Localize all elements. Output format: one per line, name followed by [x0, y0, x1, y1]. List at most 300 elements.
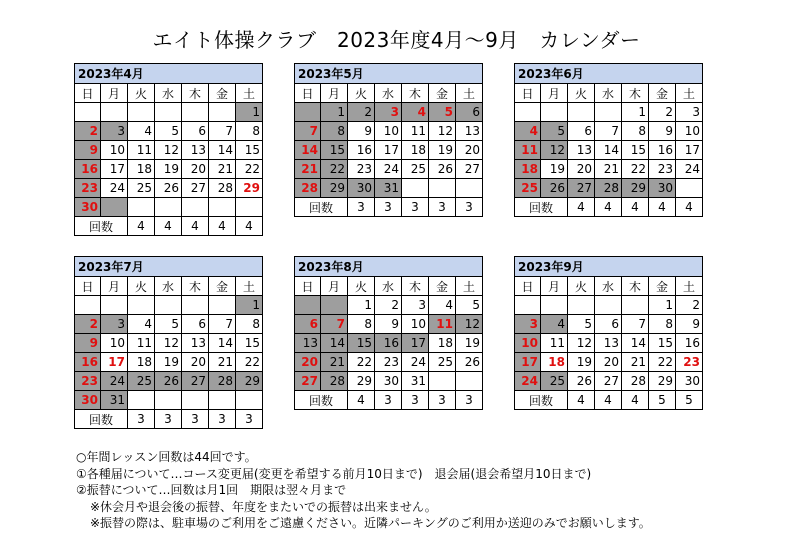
lesson-count-label: 回数	[295, 198, 348, 217]
day-cell: 31	[402, 372, 429, 391]
day-cell: 20	[295, 353, 321, 372]
day-cell: 6	[595, 315, 622, 334]
weekday-label: 金	[429, 277, 456, 296]
weekday-label: 木	[182, 84, 209, 103]
weekday-label: 火	[568, 84, 595, 103]
day-cell: 28	[209, 372, 236, 391]
weekday-label: 金	[649, 277, 676, 296]
note-makeup-restriction: ※休会月や退会後の振替、年度をまたいでの振替は出来ません。	[90, 499, 437, 514]
day-cell: 24	[676, 160, 703, 179]
day-cell: 14	[321, 334, 348, 353]
day-cell: 18	[429, 334, 456, 353]
day-cell: 5	[429, 103, 456, 122]
empty-cell	[236, 198, 263, 217]
page-title: エイト体操クラブ 2023年度4月～9月 カレンダー	[152, 28, 641, 52]
day-cell: 26	[429, 160, 456, 179]
day-cell: 12	[155, 334, 182, 353]
day-cell: 4	[515, 122, 541, 141]
lesson-count-value: 3	[236, 410, 263, 429]
day-cell: 30	[649, 179, 676, 198]
lesson-count-value: 4	[595, 198, 622, 217]
day-cell: 2	[375, 296, 402, 315]
day-cell: 19	[155, 353, 182, 372]
day-cell: 10	[515, 334, 541, 353]
empty-cell	[182, 296, 209, 315]
day-cell: 30	[676, 372, 703, 391]
day-cell: 23	[75, 179, 101, 198]
day-cell: 27	[182, 179, 209, 198]
lesson-count-value: 3	[375, 198, 402, 217]
day-cell: 24	[402, 353, 429, 372]
empty-cell	[622, 296, 649, 315]
day-cell: 7	[595, 122, 622, 141]
day-cell: 12	[155, 141, 182, 160]
weekday-label: 日	[295, 277, 321, 296]
weekday-label: 日	[515, 277, 541, 296]
month-header: 2023年5月	[295, 64, 483, 84]
weekday-label: 水	[155, 84, 182, 103]
day-cell: 7	[321, 315, 348, 334]
day-cell: 21	[622, 353, 649, 372]
lesson-count-value: 3	[128, 410, 155, 429]
day-cell: 6	[182, 122, 209, 141]
day-cell: 31	[375, 179, 402, 198]
day-cell: 4	[402, 103, 429, 122]
week-row	[295, 372, 483, 391]
day-cell: 20	[568, 160, 595, 179]
day-cell: 20	[456, 141, 483, 160]
day-cell: 13	[595, 334, 622, 353]
lesson-count-value: 4	[568, 391, 595, 410]
day-cell: 9	[375, 315, 402, 334]
day-cell: 12	[541, 141, 568, 160]
day-cell: 27	[595, 372, 622, 391]
empty-cell	[128, 391, 155, 410]
day-cell: 11	[541, 334, 568, 353]
month-calendar-8	[294, 256, 483, 410]
day-cell: 19	[155, 160, 182, 179]
day-cell: 5	[541, 122, 568, 141]
weekday-label: 月	[321, 84, 348, 103]
day-cell: 11	[128, 334, 155, 353]
day-cell: 24	[515, 372, 541, 391]
day-cell: 10	[101, 141, 128, 160]
day-cell: 17	[402, 334, 429, 353]
week-row	[75, 160, 263, 179]
month-calendar-7	[74, 256, 263, 429]
day-cell: 2	[348, 103, 375, 122]
day-cell: 21	[295, 160, 321, 179]
week-row	[295, 334, 483, 353]
weekday-label: 土	[456, 277, 483, 296]
week-row	[515, 296, 703, 315]
day-cell: 9	[348, 122, 375, 141]
lesson-count-value: 3	[429, 198, 456, 217]
day-cell: 17	[676, 141, 703, 160]
week-row	[75, 315, 263, 334]
day-cell: 7	[295, 122, 321, 141]
lesson-count-value: 3	[402, 198, 429, 217]
week-row	[515, 353, 703, 372]
lesson-count-value: 3	[348, 198, 375, 217]
weekday-label: 木	[402, 277, 429, 296]
day-cell: 15	[348, 334, 375, 353]
empty-cell	[515, 296, 541, 315]
day-cell: 13	[295, 334, 321, 353]
empty-cell	[541, 296, 568, 315]
day-cell: 20	[182, 353, 209, 372]
day-cell: 2	[75, 315, 101, 334]
day-cell: 3	[515, 315, 541, 334]
day-cell: 30	[75, 198, 101, 217]
empty-cell	[541, 103, 568, 122]
month-calendar-4	[74, 63, 263, 236]
week-row	[75, 334, 263, 353]
day-cell: 28	[622, 372, 649, 391]
note-parking: ※振替の際は、駐車場のご利用をご遠慮ください。近隣パーキングのご利用か送迎のみでお願いします。	[90, 516, 651, 530]
day-cell: 15	[622, 141, 649, 160]
lesson-count-label: 回数	[75, 410, 128, 429]
week-row	[75, 353, 263, 372]
day-cell: 14	[295, 141, 321, 160]
day-cell: 25	[515, 179, 541, 198]
day-cell: 8	[649, 315, 676, 334]
weekday-label: 水	[595, 277, 622, 296]
day-cell: 2	[676, 296, 703, 315]
month-header: 2023年9月	[515, 257, 703, 277]
weekday-label: 日	[515, 84, 541, 103]
lesson-count-value: 4	[155, 217, 182, 236]
lesson-count-value: 3	[182, 410, 209, 429]
week-row	[515, 141, 703, 160]
empty-cell	[182, 103, 209, 122]
day-cell: 29	[321, 179, 348, 198]
day-cell: 13	[568, 141, 595, 160]
day-cell: 25	[402, 160, 429, 179]
day-cell: 14	[595, 141, 622, 160]
lesson-count-value: 4	[649, 198, 676, 217]
day-cell: 11	[402, 122, 429, 141]
day-cell: 29	[649, 372, 676, 391]
weekday-label: 月	[541, 277, 568, 296]
empty-cell	[568, 103, 595, 122]
day-cell: 27	[568, 179, 595, 198]
day-cell: 14	[209, 334, 236, 353]
day-cell: 28	[595, 179, 622, 198]
week-row	[75, 198, 263, 217]
week-row	[515, 372, 703, 391]
weekday-label: 土	[236, 84, 263, 103]
day-cell: 28	[295, 179, 321, 198]
day-cell: 17	[515, 353, 541, 372]
week-row	[295, 122, 483, 141]
lesson-count-value: 3	[209, 410, 236, 429]
empty-cell	[209, 296, 236, 315]
day-cell: 2	[75, 122, 101, 141]
empty-cell	[155, 103, 182, 122]
day-cell: 1	[236, 296, 263, 315]
lesson-count-label: 回数	[75, 217, 128, 236]
weekday-label: 金	[209, 84, 236, 103]
day-cell: 24	[101, 179, 128, 198]
week-row	[295, 179, 483, 198]
lesson-count-label: 回数	[515, 391, 568, 410]
day-cell: 6	[568, 122, 595, 141]
day-cell: 13	[182, 141, 209, 160]
day-cell: 18	[541, 353, 568, 372]
day-cell: 4	[429, 296, 456, 315]
lesson-count-value: 3	[402, 391, 429, 410]
day-cell: 22	[348, 353, 375, 372]
day-cell: 11	[128, 141, 155, 160]
day-cell: 19	[568, 353, 595, 372]
day-cell: 11	[429, 315, 456, 334]
day-cell: 23	[649, 160, 676, 179]
lesson-count-value: 4	[348, 391, 375, 410]
weekday-label: 月	[101, 84, 128, 103]
day-cell: 30	[348, 179, 375, 198]
day-cell: 10	[375, 122, 402, 141]
day-cell: 22	[236, 160, 263, 179]
lesson-count-value: 4	[128, 217, 155, 236]
day-cell: 5	[568, 315, 595, 334]
empty-cell	[321, 296, 348, 315]
day-cell: 26	[155, 179, 182, 198]
empty-cell	[402, 179, 429, 198]
empty-cell	[101, 296, 128, 315]
week-row	[295, 103, 483, 122]
day-cell: 9	[676, 315, 703, 334]
day-cell: 16	[649, 141, 676, 160]
empty-cell	[515, 103, 541, 122]
lesson-count-value: 3	[375, 391, 402, 410]
day-cell: 6	[456, 103, 483, 122]
day-cell: 20	[182, 160, 209, 179]
day-cell: 27	[456, 160, 483, 179]
day-cell: 7	[209, 315, 236, 334]
weekday-label: 金	[649, 84, 676, 103]
week-row	[515, 315, 703, 334]
day-cell: 26	[155, 372, 182, 391]
month-header: 2023年6月	[515, 64, 703, 84]
day-cell: 19	[429, 141, 456, 160]
day-cell: 23	[676, 353, 703, 372]
day-cell: 30	[75, 391, 101, 410]
empty-cell	[101, 103, 128, 122]
lesson-count-value: 4	[595, 391, 622, 410]
day-cell: 15	[321, 141, 348, 160]
day-cell: 7	[622, 315, 649, 334]
day-cell: 22	[649, 353, 676, 372]
day-cell: 13	[182, 334, 209, 353]
day-cell: 8	[236, 122, 263, 141]
empty-cell	[236, 391, 263, 410]
day-cell: 3	[101, 315, 128, 334]
day-cell: 6	[182, 315, 209, 334]
weekday-label: 火	[348, 277, 375, 296]
empty-cell	[128, 296, 155, 315]
day-cell: 29	[622, 179, 649, 198]
day-cell: 1	[236, 103, 263, 122]
note-annual-lessons: ○年間レッスン回数は44回です。	[76, 450, 257, 464]
notes-section	[76, 449, 651, 532]
day-cell: 11	[515, 141, 541, 160]
empty-cell	[209, 103, 236, 122]
day-cell: 14	[622, 334, 649, 353]
empty-cell	[595, 103, 622, 122]
day-cell: 15	[649, 334, 676, 353]
day-cell: 20	[595, 353, 622, 372]
note-forms: ①各種届について…コース変更届(変更を希望する前月10日まで) 退会届(退会希望月10日まで)	[76, 466, 592, 481]
empty-cell	[456, 372, 483, 391]
day-cell: 8	[321, 122, 348, 141]
empty-cell	[182, 198, 209, 217]
empty-cell	[155, 391, 182, 410]
empty-cell	[209, 198, 236, 217]
week-row	[75, 122, 263, 141]
lesson-count-value: 5	[676, 391, 703, 410]
weekday-label: 土	[676, 277, 703, 296]
day-cell: 21	[209, 160, 236, 179]
lesson-count-value: 4	[182, 217, 209, 236]
day-cell: 14	[209, 141, 236, 160]
lesson-count-label: 回数	[515, 198, 568, 217]
day-cell: 23	[375, 353, 402, 372]
day-cell: 15	[236, 334, 263, 353]
day-cell: 21	[595, 160, 622, 179]
weekday-label: 火	[348, 84, 375, 103]
day-cell: 29	[236, 372, 263, 391]
day-cell: 15	[236, 141, 263, 160]
empty-cell	[595, 296, 622, 315]
day-cell: 22	[321, 160, 348, 179]
weekday-label: 木	[622, 277, 649, 296]
weekday-label: 火	[128, 277, 155, 296]
lesson-count-value: 4	[209, 217, 236, 236]
day-cell: 17	[101, 160, 128, 179]
week-row	[515, 122, 703, 141]
day-cell: 5	[456, 296, 483, 315]
weekday-label: 土	[456, 84, 483, 103]
day-cell: 22	[236, 353, 263, 372]
day-cell: 26	[568, 372, 595, 391]
day-cell: 28	[209, 179, 236, 198]
day-cell: 13	[456, 122, 483, 141]
empty-cell	[295, 296, 321, 315]
lesson-count-value: 3	[456, 391, 483, 410]
lesson-count-value: 4	[622, 391, 649, 410]
week-row	[515, 103, 703, 122]
lesson-count-value: 4	[622, 198, 649, 217]
weekday-label: 水	[595, 84, 622, 103]
month-header: 2023年7月	[75, 257, 263, 277]
day-cell: 23	[75, 372, 101, 391]
week-row	[295, 296, 483, 315]
day-cell: 1	[321, 103, 348, 122]
lesson-count-value: 4	[236, 217, 263, 236]
day-cell: 4	[128, 122, 155, 141]
day-cell: 19	[541, 160, 568, 179]
weekday-label: 月	[101, 277, 128, 296]
weekday-label: 金	[429, 84, 456, 103]
week-row	[75, 296, 263, 315]
day-cell: 12	[456, 315, 483, 334]
day-cell: 12	[429, 122, 456, 141]
day-cell: 28	[321, 372, 348, 391]
weekday-label: 金	[209, 277, 236, 296]
day-cell: 10	[402, 315, 429, 334]
empty-cell	[101, 198, 128, 217]
weekday-label: 土	[676, 84, 703, 103]
day-cell: 27	[295, 372, 321, 391]
day-cell: 17	[101, 353, 128, 372]
day-cell: 29	[236, 179, 263, 198]
lesson-count-value: 3	[456, 198, 483, 217]
day-cell: 25	[128, 372, 155, 391]
lesson-count-value: 5	[649, 391, 676, 410]
day-cell: 2	[649, 103, 676, 122]
day-cell: 21	[209, 353, 236, 372]
day-cell: 30	[375, 372, 402, 391]
empty-cell	[568, 296, 595, 315]
week-row	[295, 160, 483, 179]
day-cell: 26	[456, 353, 483, 372]
weekday-label: 日	[295, 84, 321, 103]
lesson-count-value: 3	[429, 391, 456, 410]
day-cell: 21	[321, 353, 348, 372]
week-row	[75, 103, 263, 122]
day-cell: 4	[541, 315, 568, 334]
day-cell: 12	[568, 334, 595, 353]
week-row	[295, 353, 483, 372]
weekday-label: 土	[236, 277, 263, 296]
empty-cell	[128, 103, 155, 122]
day-cell: 5	[155, 315, 182, 334]
week-row	[75, 141, 263, 160]
month-calendar-5	[294, 63, 483, 217]
day-cell: 18	[515, 160, 541, 179]
day-cell: 4	[128, 315, 155, 334]
day-cell: 9	[75, 334, 101, 353]
day-cell: 18	[128, 160, 155, 179]
month-calendar-9	[514, 256, 703, 410]
week-row	[75, 372, 263, 391]
day-cell: 6	[295, 315, 321, 334]
day-cell: 16	[348, 141, 375, 160]
lesson-count-value: 3	[155, 410, 182, 429]
weekday-label: 木	[622, 84, 649, 103]
day-cell: 3	[402, 296, 429, 315]
day-cell: 23	[348, 160, 375, 179]
day-cell: 25	[128, 179, 155, 198]
weekday-label: 火	[128, 84, 155, 103]
week-row	[295, 315, 483, 334]
day-cell: 1	[622, 103, 649, 122]
week-row	[75, 179, 263, 198]
weekday-label: 水	[375, 84, 402, 103]
weekday-label: 木	[182, 277, 209, 296]
empty-cell	[295, 103, 321, 122]
day-cell: 16	[375, 334, 402, 353]
week-row	[515, 334, 703, 353]
day-cell: 1	[348, 296, 375, 315]
empty-cell	[676, 179, 703, 198]
weekday-label: 日	[75, 277, 101, 296]
week-row	[295, 141, 483, 160]
day-cell: 10	[101, 334, 128, 353]
day-cell: 10	[676, 122, 703, 141]
weekday-label: 火	[568, 277, 595, 296]
